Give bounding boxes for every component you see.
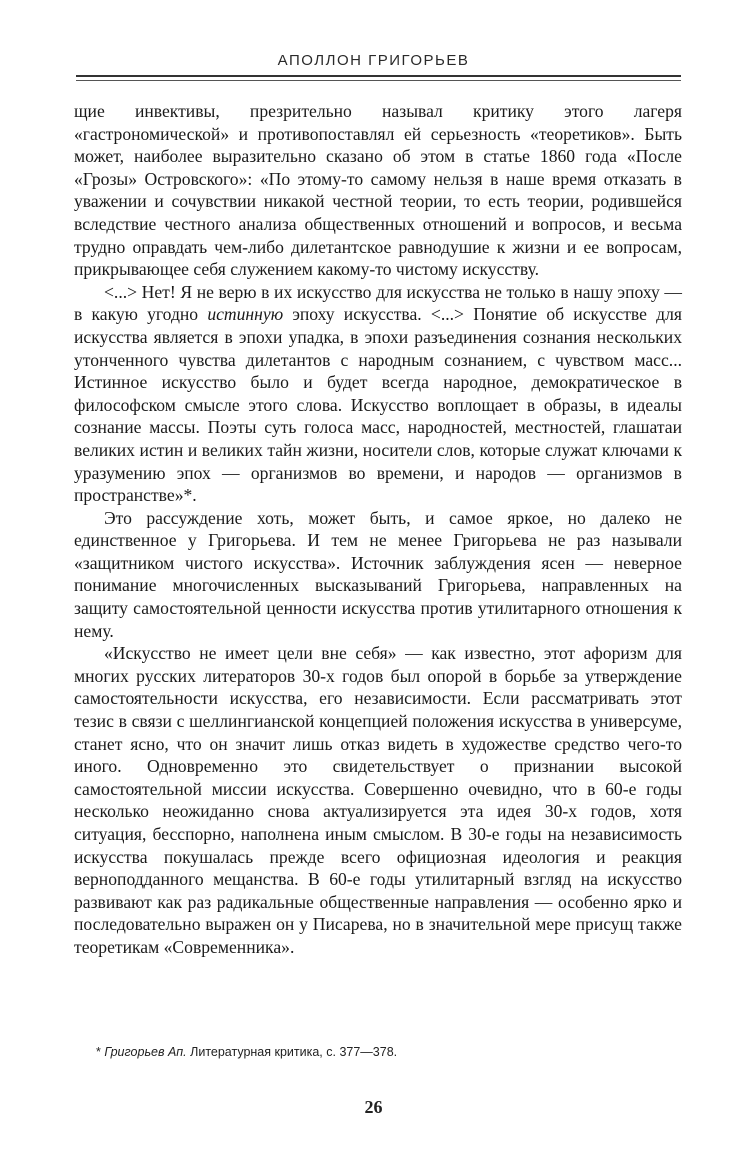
- paragraph-2: [74, 281, 682, 507]
- paragraph-4: «Искусство не имеет цели вне себя» — как известно, этот афоризм для многих русских литераторов 30-х годов был опорой в борьбе за утверждение самостоятельности искусства, его независимости. Если рассматривать этот тезис в связи с шеллингианской концепцией положения искусства в универсуме, станет ясно, что он значит лишь отказ видеть в художестве средство чего-то иного. Одновременно это свидетельствует о признании высокой самостоятельной миссии искусства. Совершенно очевидно, что в 60-е годы несколько неожиданно снова актуализируется эта идея 30-х годов, хотя ситуация, бесспорно, наполнена иным смыслом. В 30-е годы на независимость искусства покушалась прежде всего официозная идеология и реакция верноподданного мещанства. В 60-е годы утилитарный взгляд на искусство развивают как раз радикальные общественные направления — особенно ярко и последовательно выражен он у Писарева, но в значительной мере присущ также теоретикам «Современника».: [74, 643, 682, 957]
- footnote-citation: Литературная критика, с. 377—378.: [186, 1045, 398, 1059]
- paragraph-2-part-2: эпоху искусства. <...> Понятие об искусстве для искусства является в эпохи упадка, в эпохи разъединения сознания нескольких утонченного чувства дилетантов с народным сознанием, с чувством масс... Истинное искусство было и будет всегда народное, демократическое в философском смысле этого слова. Искусство воплощает в образы, в идеалы сознание массы. Поэты суть голоса масс, народностей, местностей, глашатаи великих истин и великих тайн жизни, носители слов, которые служат ключами к уразумению эпох — организмов во времени, и народов — организмов в пространстве»*.: [74, 304, 682, 506]
- footnote: [96, 1045, 676, 1059]
- paragraph-3: Это рассуждение хоть, может быть, и самое яркое, но далеко не единственное у Григорьева. И тем не менее Григорьева не раз называли «защитником чистого искусства». Источник заблуждения ясен — неверное понимание многочисленных высказываний Григорьева, направленных на защиту самостоятельной ценности искусства против утилитарного отношения к нему.: [74, 507, 682, 641]
- running-title: АПОЛЛОН ГРИГОРЬЕВ: [277, 52, 470, 69]
- header-rule-thin: [76, 80, 681, 81]
- emphasis-word: истинную: [207, 304, 284, 325]
- footnote-marker: *: [96, 1045, 101, 1059]
- main-text: [74, 100, 682, 959]
- paragraph-2-part-1: <...> Нет! Я не верю в их искусство для искусства не только в нашу эпоху — в какую угодно: [74, 281, 682, 325]
- page-number: 26: [364, 1097, 383, 1117]
- footnote-author: Григорьев Ап.: [104, 1045, 187, 1059]
- paragraph-1: щие инвективы, презрительно называл критику этого лагеря «гастрономической» и противопоставлял ей серьезность «теоретиков». Быть может, наиболее выразительно сказано об этом в статье 1860 года «После «Грозы» Островского»: «По этому-то самому нельзя в наше время отказать в уважении и сочувствии никакой честной теории, то есть теории, родившейся вследствие честного анализа общественных отношений и вопросов, и весьма трудно оправдать чем-либо дилетантское равнодушие к жизни и ее вопросам, прикрывающее себя служением какому-то чистому искусству.: [74, 101, 682, 280]
- header-rule-thick: [76, 75, 681, 77]
